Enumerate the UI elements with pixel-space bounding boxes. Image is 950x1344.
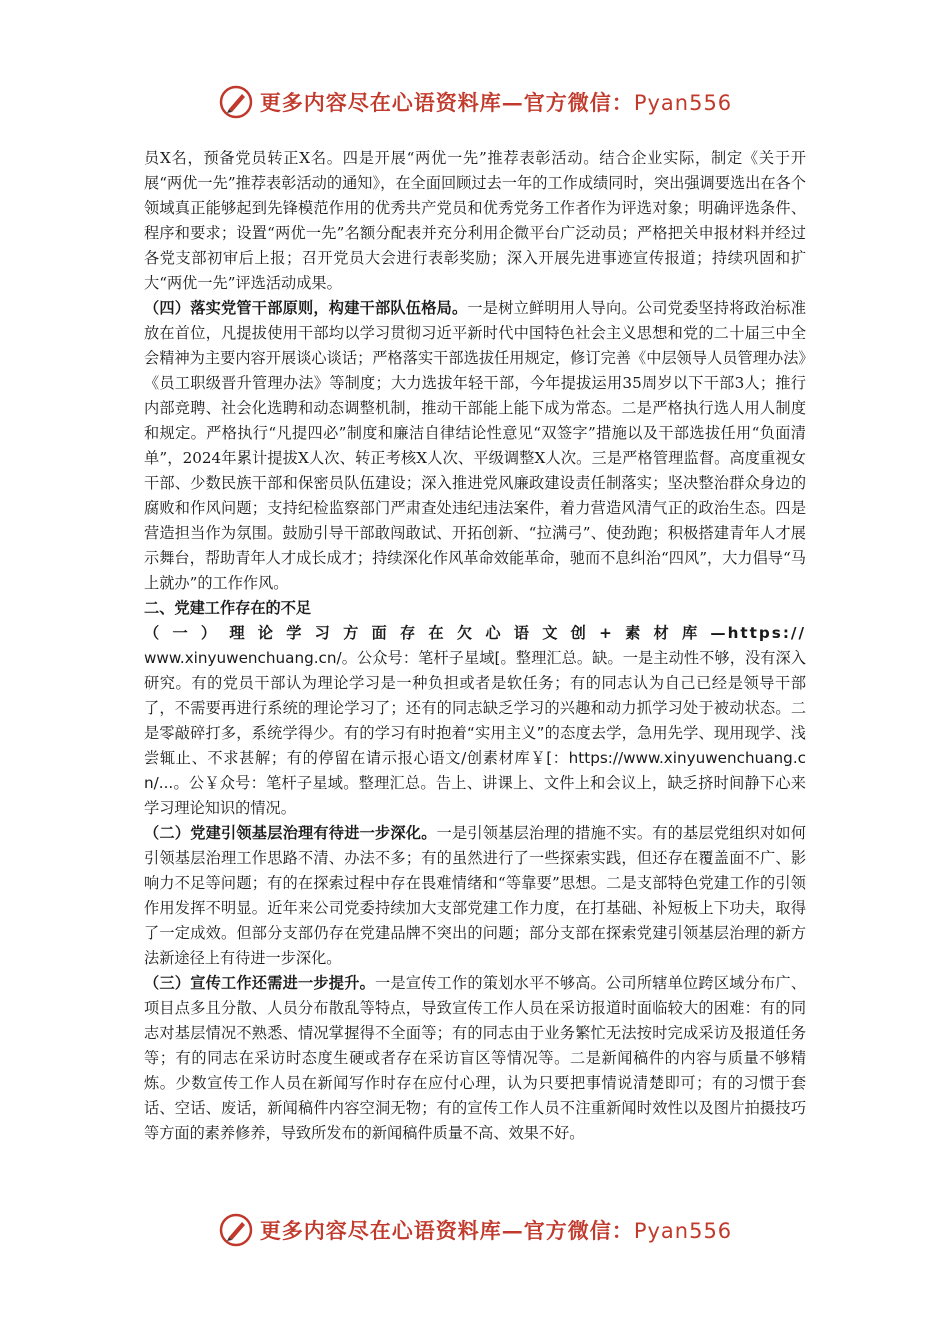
brand-logo-icon: [218, 84, 254, 120]
brand-logo-icon: [218, 1212, 254, 1248]
section-heading: （三）宣传工作还需进一步提升。: [144, 974, 376, 992]
paragraph: （三）宣传工作还需进一步提升。一是宣传工作的策划水平不够高。公司所辖单位跨区域分布广、项目点多且分散、人员分布散乱等特点，导致宣传工作人员在采访报道时面临较大的困难：有的同志对基层情况不熟悉、情况掌握得不全面等；有的同志由于业务繁忙无法按时完成采访及报道任务等；有的同志在采访时态度生硬或者存在采访盲区等情况等。二是新闻稿件的内容与质量不够精炼。少数宣传工作人员在新闻写作时存在应付心理，认为只要把事情说清楚即可；有的习惯于套话、空话、废话，新闻稿件内容空洞无物；有的宣传工作人员不注重新闻时效性以及图片拍摄技巧等方面的素养修养，导致所发布的新闻稿件质量不高、效果不好。: [144, 974, 807, 1142]
paragraph: （四）落实党管干部原则，构建干部队伍格局。一是树立鲜明用人导向。公司党委坚持将政治标准放在首位，凡提拔使用干部均以学习贯彻习近平新时代中国特色社会主义思想和党的二十届三中全会精神为主要内容开展谈心谈话；严格落实干部选拔任用规定，修订完善《中层领导人员管理办法》《员工职级晋升管理办法》等制度；大力选拔年轻干部，今年提拔运用35周岁以下干部3人；推行内部竞聘、社会化选聘和动态调整机制，推动干部能上能下成为常态。二是严格执行选人用人制度和规定。严格执行“凡提四必”制度和廉洁自律结论性意见“双签字”措施以及干部选拔任用“负面清单”，2024年累计提拔X人次、转正考核X人次、平级调整X人次。三是严格管理监督。高度重视女干部、少数民族干部和保密员队伍建设；深入推进党风廉政建设责任制落实；坚决整治群众身边的腐败和作风问题；支持纪检监察部门严肃查处违纪违法案件，着力营造风清气正的政治生态。四是营造担当作为氛围。鼓励引导干部敢闯敢试、开拓创新、“拉满弓”、使劲跑；积极搭建青年人才展示舞台，帮助青年人才成长成才；持续深化作风革命效能革命，驰而不息纠治“四风”，大力倡导“马上就办”的工作作风。: [144, 299, 807, 592]
chapter-heading: 二、党建工作存在的不足: [144, 599, 312, 617]
paragraph: （二）党建引领基层治理有待进一步深化。一是引领基层治理的措施不实。有的基层党组织对如何引领基层治理工作思路不清、办法不多；有的虽然进行了一些探索实践，但还存在覆盖面不广、影响力不足等问题；有的在探索过程中存在畏难情绪和“等靠要”思想。二是支部特色党建工作的引领作用发挥不明显。近年来公司党委持续加大支部党建工作力度，在打基础、补短板上下功夫，取得了一定成效。但部分支部仍存在党建品牌不突出的问题；部分支部在探索党建引领基层治理的新方法新途径上有待进一步深化。: [144, 824, 807, 967]
paragraph: www.xinyuwenchuang.cn/。公众号：笔杆子星域[。整理汇总。缺。一是主动性不够，没有深入研究。有的党员干部认为理论学习是一种负担或者是软任务；有的同志认为自己已经是领导干部了，不需要再进行系统的理论学习了；还有的同志缺乏学习的兴趣和动力抓学习处于被动状态。二是零敲碎打多，系统学得少。有的学习有时抱着“实用主义”的态度去学，急用先学、现用现学、浅尝辄止、不求甚解；有的停留在请示报心语文/创素材库￥[：https://www.xinyuwenchuang.cn/...。公￥众号：笔杆子星域。整理汇总。告上、讲课上、文件上和会议上，缺乏挤时间静下心来学习理论知识的情况。: [144, 649, 806, 817]
banner-text: 更多内容尽在心语资料库—官方微信：Pyan556: [259, 90, 733, 115]
banner-handle: Pyan556: [633, 1219, 733, 1243]
banner-text: 更多内容尽在心语资料库—官方微信：Pyan556: [259, 1218, 733, 1243]
footer-banner[interactable]: [0, 1210, 950, 1250]
paragraph: 员X名，预备党员转正X名。四是开展“两优一先”推荐表彰活动。结合企业实际，制定《关于开展“两优一先”推荐表彰活动的通知》，在全面回顾过去一年的工作成绩同时，突出强调要选出在各个领域真正能够起到先锋模范作用的优秀共产党员和优秀党务工作者作为评选对象；明确评选条件、程序和要求；设置“两优一先”名额分配表并充分利用企微平台广泛动员；严格把关申报材料并经过各党支部初审后上报；召开党员大会进行表彰奖励；深入开展先进事迹宣传报道；持续巩固和扩大“两优一先”评选活动成果。: [144, 149, 806, 292]
section-heading: （四）落实党管干部原则，构建干部队伍格局。: [144, 299, 468, 317]
banner-handle: Pyan556: [633, 91, 733, 115]
document-body: [144, 146, 806, 1146]
section-heading: （二）党建引领基层治理有待进一步深化。: [144, 824, 437, 842]
header-banner[interactable]: [0, 82, 950, 122]
section-heading-spread: （一）理论学习方面存在欠心语文创+素材库—https://: [144, 624, 806, 642]
